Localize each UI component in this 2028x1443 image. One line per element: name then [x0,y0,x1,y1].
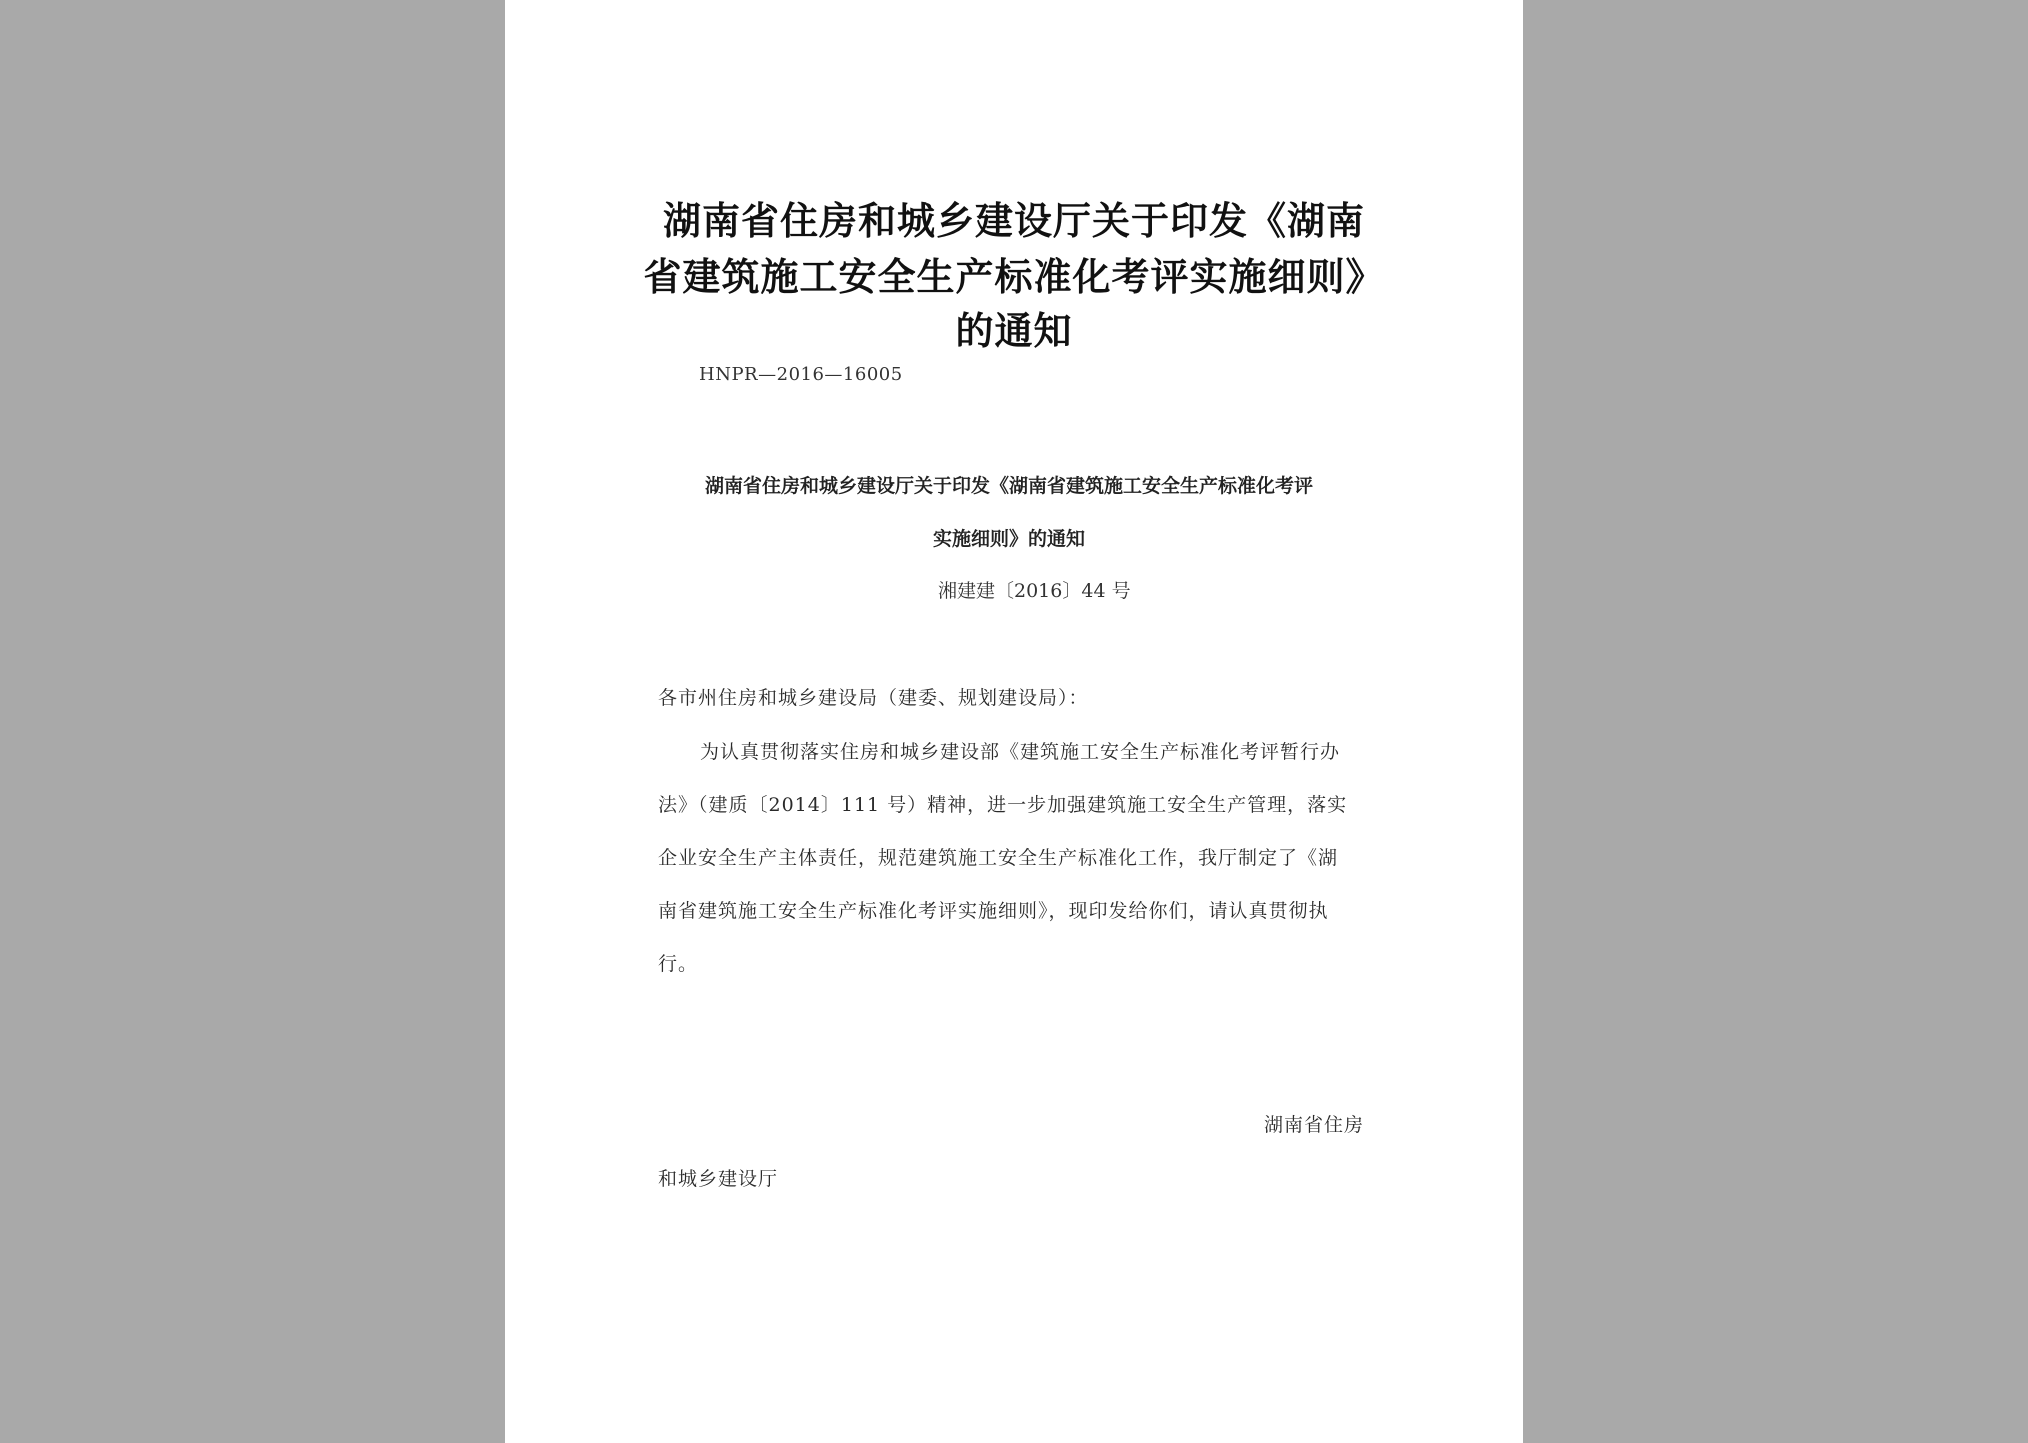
document-number: 湘建建〔2016〕44 号 [938,580,1131,602]
recipient-line: 各市州住房和城乡建设局（建委、规划建设局）： [658,687,1089,709]
document-title-line-1: 湖南省住房和城乡建设厅关于印发《湖南 [662,199,1365,243]
document-page [505,0,1523,1443]
signature-line-2: 和城乡建设厅 [658,1168,779,1190]
signature-line-1: 湖南省住房 [1264,1114,1365,1136]
document-subtitle-line-1: 湖南省住房和城乡建设厅关于印发《湖南省建筑施工安全生产标准化考评 [705,475,1314,497]
paragraph-line-4: 南省建筑施工安全生产标准化考评实施细则》，现印发给你们，请认真贯彻执 [658,900,1329,922]
document-title-line-2: 省建筑施工安全生产标准化考评实施细则》 [643,255,1385,299]
document-title-line-3: 的通知 [955,309,1073,353]
paragraph-line-2: 法》（建质〔2014〕111 号）精神，进一步加强建筑施工安全生产管理，落实 [658,794,1348,816]
paragraph-line-5: 行。 [658,953,699,975]
paragraph-line-1: 为认真贯彻落实住房和城乡建设部《建筑施工安全生产标准化考评暂行办 [700,741,1341,763]
document-code: HNPR—2016—16005 [699,364,903,385]
document-subtitle-line-2: 实施细则》的通知 [933,528,1086,550]
paragraph-line-3: 企业安全生产主体责任，规范建筑施工安全生产标准化工作，我厅制定了《湖 [658,847,1339,869]
